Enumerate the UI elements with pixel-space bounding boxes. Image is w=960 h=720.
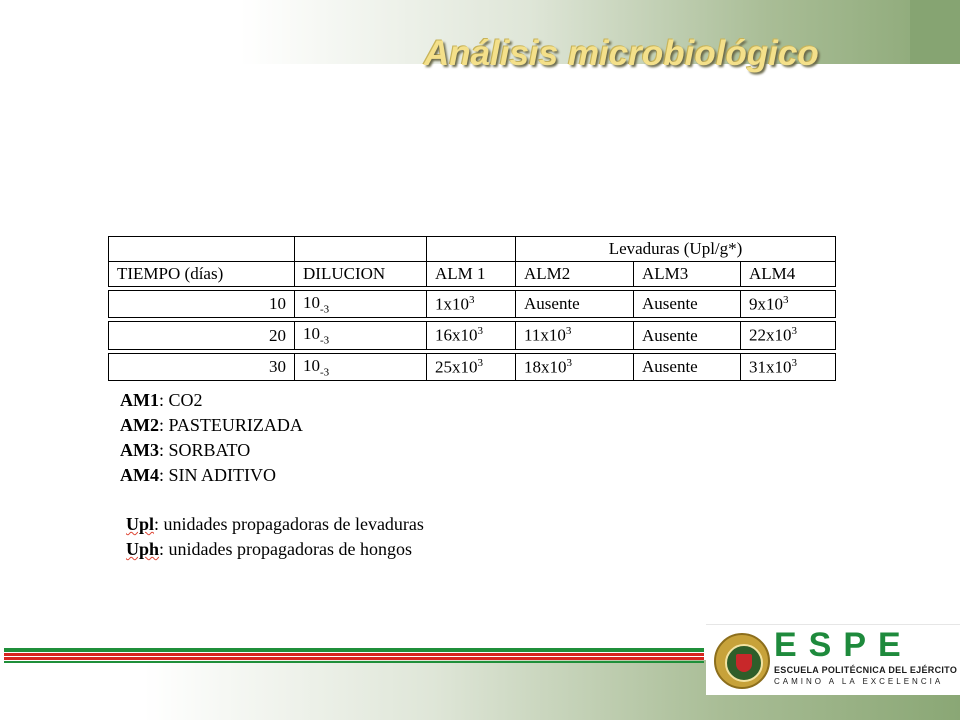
legend-item: AM3: SORBATO	[120, 440, 251, 460]
column-header: TIEMPO (días)	[109, 262, 295, 287]
unit-item: Uph: unidades propagadoras de hongos	[126, 539, 412, 559]
table-cell	[427, 237, 516, 262]
alm3-cell: Ausente	[634, 291, 741, 318]
tiempo-cell: 10	[109, 291, 295, 318]
alm3-cell: Ausente	[634, 322, 741, 349]
units-legend	[126, 512, 424, 562]
alm4-cell: $31x10^3$	[741, 353, 836, 380]
legend-item: AM1: CO2	[120, 390, 203, 410]
alm4-cell: $9x10^3$	[741, 291, 836, 318]
table-row	[109, 291, 836, 318]
dilucion-cell: $10_{-3}$	[295, 353, 427, 380]
column-header: ALM4	[741, 262, 836, 287]
table-header-row	[109, 262, 836, 287]
table-cell	[295, 237, 427, 262]
dilucion-cell: $10_{-3}$	[295, 291, 427, 318]
espe-wordmark: ESPE	[774, 626, 913, 664]
yeast-table	[108, 236, 836, 381]
table-group-header-row	[109, 237, 836, 262]
legend-item: AM4: SIN ADITIVO	[120, 465, 276, 485]
alm2-cell: $18x10^3$	[516, 353, 634, 380]
table-row	[109, 322, 836, 349]
alm1-cell: $25x10^3$	[427, 353, 516, 380]
header-band-accent	[910, 0, 960, 64]
footer-stripe	[4, 657, 704, 660]
alm3-cell: Ausente	[634, 353, 741, 380]
unit-item: Upl: unidades propagadoras de levaduras	[126, 514, 424, 534]
institution-tagline: CAMINO A LA EXCELENCIA	[774, 677, 944, 686]
alm1-cell: $1x10^3$	[427, 291, 516, 318]
table-row	[109, 353, 836, 380]
table-cell	[109, 237, 295, 262]
espe-logo	[706, 624, 960, 695]
column-header: DILUCION	[295, 262, 427, 287]
alm2-cell: $11x10^3$	[516, 322, 634, 349]
group-header: Levaduras (Upl/g*)	[516, 237, 836, 262]
tiempo-cell: 20	[109, 322, 295, 349]
legend-item: AM2: PASTEURIZADA	[120, 415, 303, 435]
footer-stripe	[4, 648, 704, 652]
footer-stripe	[4, 661, 704, 663]
alm1-cell: $16x10^3$	[427, 322, 516, 349]
column-header: ALM 1	[427, 262, 516, 287]
slide-title: Análisis microbiológico	[424, 34, 819, 73]
column-header: ALM2	[516, 262, 634, 287]
dilucion-cell: $10_{-3}$	[295, 322, 427, 349]
footer-stripe	[4, 653, 704, 656]
university-seal-icon	[714, 633, 770, 689]
treatment-legend	[120, 388, 303, 488]
institution-name: ESCUELA POLITÉCNICA DEL EJÉRCITO	[774, 665, 958, 675]
alm4-cell: $22x10^3$	[741, 322, 836, 349]
column-header: ALM3	[634, 262, 741, 287]
alm2-cell: Ausente	[516, 291, 634, 318]
tiempo-cell: 30	[109, 353, 295, 380]
